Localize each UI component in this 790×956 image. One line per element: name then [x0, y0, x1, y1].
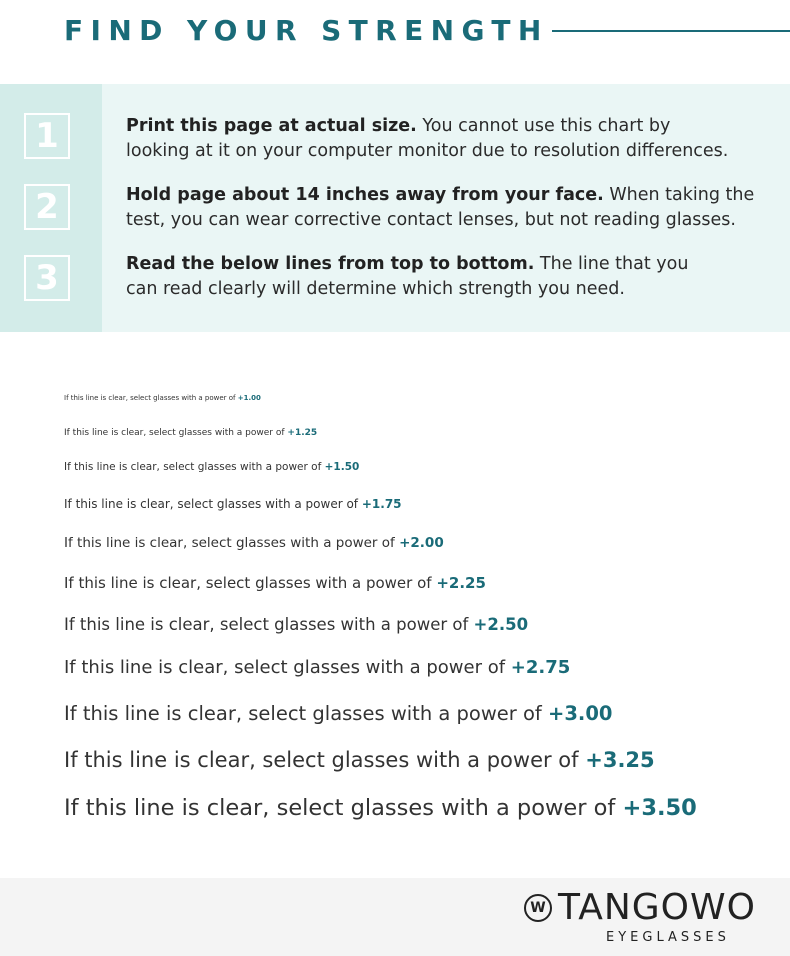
- reading-line: [64, 657, 570, 678]
- brand-subtitle: EYEGLASSES: [606, 930, 730, 945]
- step-1-rest: You cannot use this chart by: [416, 116, 671, 136]
- reading-line: [64, 574, 486, 592]
- line-text: If this line is clear, select glasses with a power of: [64, 497, 359, 511]
- brand-mark-icon: W: [524, 894, 552, 922]
- reading-line: [64, 702, 612, 725]
- title-rule: [552, 30, 790, 32]
- line-text: If this line is clear, select glasses with a power of: [64, 795, 616, 821]
- line-text: If this line is clear, select glasses with a power of: [64, 702, 542, 725]
- line-text: If this line is clear, select glasses with a power of: [64, 535, 395, 551]
- page-title: FIND YOUR STRENGTH: [64, 14, 549, 47]
- brand-name: TANGOWO: [558, 887, 756, 928]
- step-3-rest: The line that you: [534, 254, 689, 274]
- step-number-1: 1: [24, 113, 70, 159]
- reading-line: [64, 535, 444, 551]
- brand-logo: [524, 887, 756, 928]
- step-3-line2: can read clearly will determine which strength you need.: [126, 278, 625, 299]
- step-1-bold: Print this page at actual size.: [126, 116, 417, 136]
- power-value: +2.50: [473, 615, 529, 634]
- reading-line: [64, 748, 655, 772]
- line-text: If this line is clear, select glasses with a power of: [64, 615, 469, 634]
- step-1-line2: looking at it on your computer monitor due to resolution differences.: [126, 140, 729, 161]
- header: [0, 0, 790, 84]
- reading-line: [64, 461, 359, 473]
- line-text: If this line is clear, select glasses with a power of: [64, 461, 322, 473]
- step-2-bold: Hold page about 14 inches away from your face.: [126, 185, 604, 205]
- power-value: +1.75: [361, 497, 402, 511]
- line-text: If this line is clear, select glasses with a power of: [64, 574, 432, 592]
- reading-line: [64, 615, 528, 634]
- step-3-bold: Read the below lines from top to bottom.: [126, 254, 535, 274]
- power-value: +1.25: [287, 428, 318, 438]
- power-value: +2.75: [510, 657, 571, 678]
- power-value: +1.50: [324, 461, 360, 473]
- reading-line: [64, 795, 697, 821]
- line-text: If this line is clear, select glasses with a power of: [64, 748, 579, 772]
- line-text: If this line is clear, select glasses with a power of: [64, 428, 285, 438]
- step-1-text: [126, 114, 766, 163]
- step-2-rest: When taking the: [603, 185, 755, 205]
- power-value: +3.50: [622, 795, 697, 821]
- reading-line: [64, 497, 402, 511]
- power-value: +2.00: [399, 535, 444, 551]
- line-text: If this line is clear, select glasses with a power of: [64, 657, 506, 678]
- footer: [0, 878, 790, 956]
- reading-line: [64, 428, 317, 438]
- power-value: +3.00: [548, 702, 613, 725]
- step-2-text: [126, 183, 766, 232]
- step-2-line2: test, you can wear corrective contact lenses, but not reading glasses.: [126, 209, 736, 230]
- power-value: +1.00: [237, 394, 261, 402]
- step-number-2: 2: [24, 184, 70, 230]
- instructions-panel: [0, 84, 790, 332]
- step-number-3: 3: [24, 255, 70, 301]
- line-text: If this line is clear, select glasses with a power of: [64, 394, 236, 402]
- step-3-text: [126, 252, 766, 301]
- reading-line: [64, 394, 261, 402]
- power-value: +2.25: [436, 574, 486, 592]
- power-value: +3.25: [585, 748, 655, 772]
